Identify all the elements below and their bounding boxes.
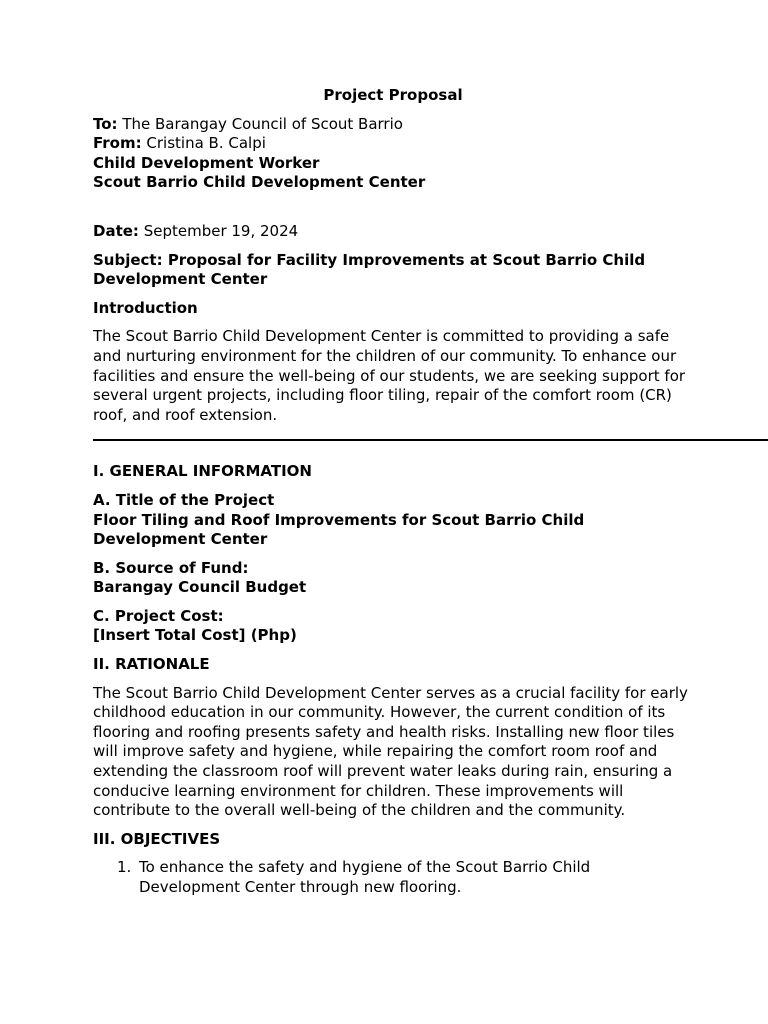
to-label: To: (93, 114, 118, 133)
to-value: The Barangay Council of Scout Barrio (122, 114, 403, 133)
project-cost-label: C. Project Cost: (93, 606, 224, 625)
intro-heading: Introduction (93, 298, 198, 317)
project-cost-value: [Insert Total Cost] (Php) (93, 626, 297, 645)
project-title-section (93, 491, 693, 550)
intro-paragraph: The Scout Barrio Child Development Center is committed to providing a safe and nurturing environment for the children of our community. To enhance our facilities and ensure the well-being of our students, we are seeking support for several urgent projects, including floor tiling, repair of the comfort room (CR) roof, and roof extension. (93, 327, 686, 424)
from-value: Cristina B. Calpi (146, 134, 266, 153)
date-label: Date: (93, 221, 139, 240)
document-title: Project Proposal (323, 86, 463, 104)
from-label: From: (93, 134, 142, 153)
fund-source-section (93, 559, 693, 598)
fund-source-label: B. Source of Fund: (93, 558, 249, 577)
document-page (93, 86, 693, 898)
date-line (93, 222, 693, 242)
date-value: September 19, 2024 (143, 221, 299, 240)
from-organization: Scout Barrio Child Development Center (93, 173, 426, 192)
rationale-paragraph: The Scout Barrio Child Development Center serves as a crucial facility for early childhood education in our community. However, the current condition of its flooring and roofing presents safety and health risks. Installing new floor tiles will improve safety and hygiene, while repairing the comfort room roof and extending the classroom roof will prevent water leaks during rain, ensuring a conducive learning environment for children. These improvements will contribute to the overall well-being of the children and the community. (93, 683, 688, 820)
fund-source-value: Barangay Council Budget (93, 578, 307, 597)
rationale-heading: II. RATIONALE (93, 655, 210, 674)
project-title-value: Floor Tiling and Roof Improvements for Scout Barrio Child Development Center (93, 510, 585, 549)
subject-line: Subject: Proposal for Facility Improvements at Scout Barrio Child Development Center (93, 250, 646, 289)
objectives-heading: III. OBJECTIVES (93, 829, 221, 848)
objectives-list (93, 858, 693, 897)
project-cost-section (93, 607, 693, 646)
list-item (93, 858, 693, 897)
objective-text: To enhance the safety and hygiene of the Scout Barrio Child Development Center through new flooring. (139, 858, 591, 896)
general-info-heading: I. GENERAL INFORMATION (93, 462, 312, 481)
from-position: Child Development Worker (93, 153, 320, 172)
project-title-label: A. Title of the Project (93, 490, 275, 509)
objective-number: 1. (117, 858, 132, 877)
to-line (93, 115, 693, 135)
horizontal-divider (93, 439, 768, 441)
from-line (93, 134, 693, 154)
